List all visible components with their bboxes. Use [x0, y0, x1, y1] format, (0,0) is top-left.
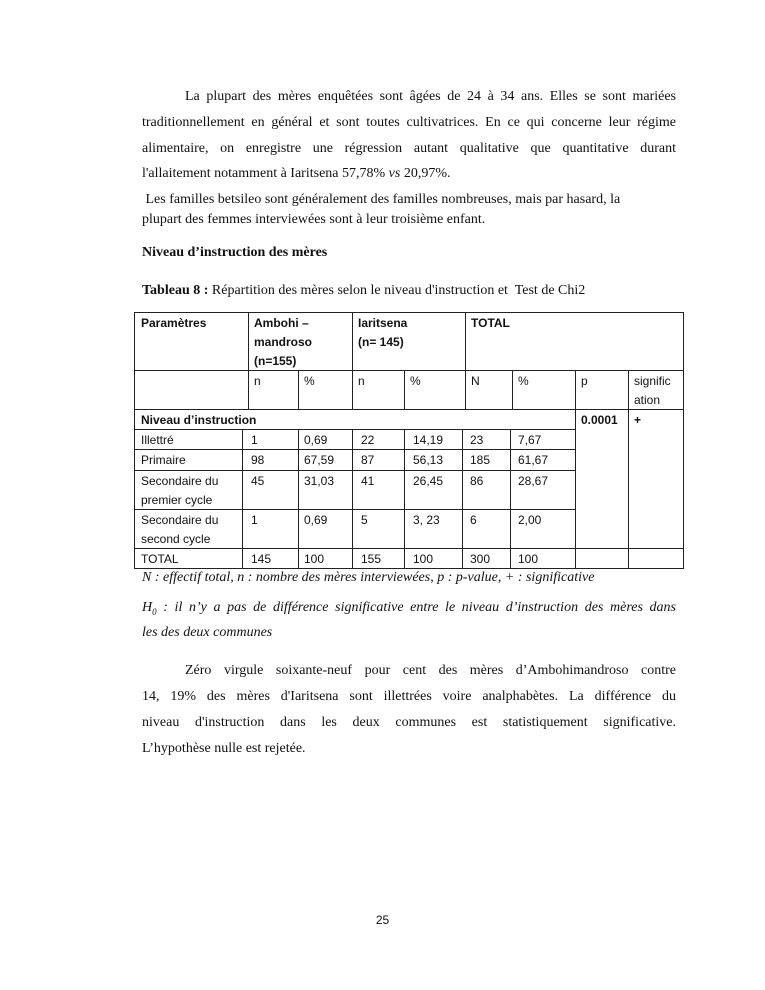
table-caption [142, 283, 585, 299]
subheader-pct-total: % [518, 374, 529, 388]
conclusion-line-1: Zéro virgule soixante-neuf pour cent des mères d’Ambohimandroso contre [185, 663, 676, 678]
table-cell: 1 [251, 513, 258, 527]
subheader-pct-iaritsena: % [410, 374, 421, 388]
signif-value: + [634, 413, 642, 427]
table-row-label: Secondaire du [141, 474, 219, 488]
table-cell: 300 [470, 552, 491, 566]
table-cell: 98 [251, 453, 265, 467]
table-caption-label: Tableau 8 : [142, 283, 209, 298]
table-cell: 31,03 [304, 474, 335, 488]
p-value: 0.0001 [581, 413, 618, 427]
table-cell: 2,00 [518, 513, 542, 527]
page-number: 25 [375, 913, 390, 927]
group-label: Niveau d’instruction [141, 413, 257, 427]
header-ambohi-2: mandroso [254, 335, 313, 349]
intro-line-2: traditionnellement en général et sont toutes cultivatrices. En ce qui concerne leur régime [142, 115, 676, 130]
hypothesis-text: : il n’y a pas de différence significative entre le niveau d’instruction des mères dans [156, 600, 676, 615]
table-cell: 67,59 [304, 453, 335, 467]
subheader-signif-2: ation [634, 393, 661, 407]
table-cell: 3, 23 [413, 513, 440, 527]
subheader-N-total: N [471, 374, 480, 388]
table-cell: 6 [470, 513, 477, 527]
header-ambohi-1: Ambohi – [254, 316, 309, 330]
intro-line-4-b: 20,97%. [400, 166, 451, 181]
table-cell: 56,13 [413, 453, 444, 467]
header-total: TOTAL [471, 316, 510, 330]
table-row-label: Secondaire du [141, 513, 219, 527]
table-row-label: Primaire [141, 453, 186, 467]
table-cell: 185 [470, 453, 491, 467]
intro-line-3: alimentaire, on enregistre une régression autant qualitative que quantitative durant [142, 141, 676, 156]
table-cell: 23 [470, 433, 484, 447]
table-legend: N : effectif total, n : nombre des mères interviewées, p : p-value, + : significative [142, 570, 595, 585]
intro-line-1: La plupart des mères enquêtées sont âgées de 24 à 34 ans. Elles se sont mariées [185, 89, 676, 104]
table-cell: 100 [304, 552, 325, 566]
conclusion-line-3: niveau d'instruction dans les deux communes est statistiquement significative. [142, 715, 676, 730]
section-title: Niveau d’instruction des mères [142, 245, 328, 260]
subheader-p: p [581, 374, 588, 388]
intro-vs: vs [388, 166, 401, 181]
header-parametres: Paramètres [141, 316, 207, 330]
table-cell: 0,69 [304, 513, 328, 527]
table-cell: 28,67 [518, 474, 549, 488]
table-cell: 100 [413, 552, 434, 566]
hypothesis-h: H [142, 600, 153, 615]
table-cell: 41 [361, 474, 375, 488]
table-row-label: TOTAL [141, 552, 179, 566]
table-cell: 145 [251, 552, 272, 566]
hypothesis-line-2: les des deux communes [142, 625, 273, 640]
table-cell: 14,19 [413, 433, 444, 447]
table-row-label: Illettré [141, 433, 174, 447]
table-row-label-2: premier cycle [141, 493, 213, 507]
header-ambohi-3: (n=155) [254, 354, 297, 368]
table-cell: 155 [361, 552, 382, 566]
table-cell: 61,67 [518, 453, 549, 467]
intro-line-4 [142, 166, 676, 182]
header-iaritsena-1: Iaritsena [358, 316, 408, 330]
table-cell: 0,69 [304, 433, 328, 447]
subheader-n-iaritsena: n [358, 374, 365, 388]
table-cell: 22 [361, 433, 375, 447]
table-cell: 5 [361, 513, 368, 527]
table-caption-text: Répartition des mères selon le niveau d'instruction et Test de Chi2 [208, 283, 586, 298]
table-cell: 86 [470, 474, 484, 488]
table-cell: 1 [251, 433, 258, 447]
intro-line-5: Les familles betsileo sont généralement des familles nombreuses, mais par hasard, la [142, 192, 621, 207]
table-cell: 87 [361, 453, 375, 467]
table-row-label-2: second cycle [141, 532, 211, 546]
hypothesis-sub: 0 [152, 606, 157, 617]
intro-line-6: plupart des femmes interviewées sont à leur troisième enfant. [142, 212, 486, 227]
conclusion-line-4: L’hypothèse nulle est rejetée. [142, 741, 306, 756]
header-iaritsena-2: (n= 145) [358, 335, 404, 349]
subheader-n-ambohi: n [254, 374, 261, 388]
table-cell: 45 [251, 474, 265, 488]
table-cell: 100 [518, 552, 539, 566]
subheader-pct-ambohi: % [304, 374, 315, 388]
conclusion-line-2: 14, 19% des mères d'Iaritsena sont illettrées voire analphabètes. La différence du [142, 689, 676, 704]
table-cell: 7,67 [518, 433, 542, 447]
intro-line-4-a: l'allaitement notamment à Iaritsena 57,78% [142, 166, 389, 181]
hypothesis-line-1 [142, 600, 676, 617]
table-cell: 26,45 [413, 474, 444, 488]
subheader-signif-1: signific [634, 374, 671, 388]
